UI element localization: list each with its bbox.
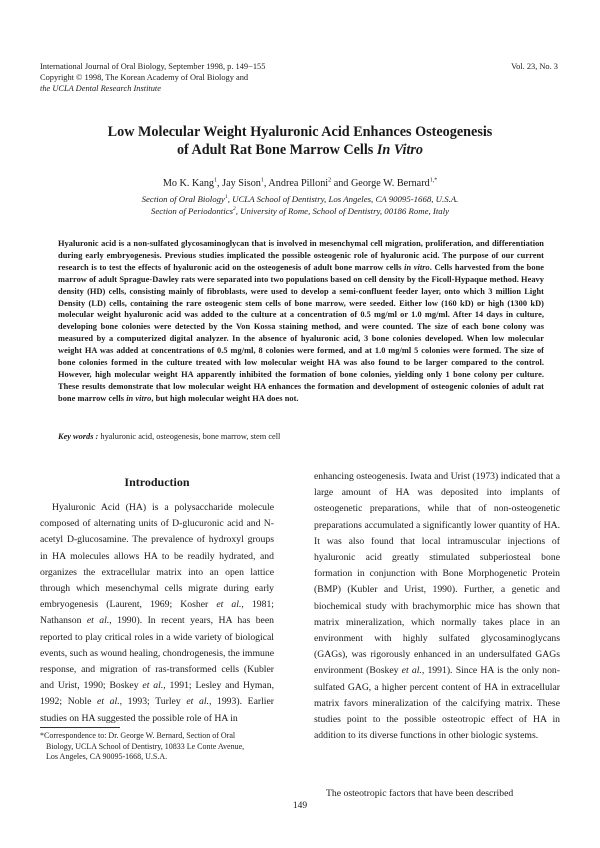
affiliation-1 bbox=[40, 194, 560, 205]
author-3: , Andrea Pilloni bbox=[263, 178, 329, 189]
affiliation-1-section: Section of Oral Biology bbox=[141, 194, 225, 204]
copyright-text: Copyright © 1998, The Korean Academy of Oral Biology and bbox=[40, 73, 249, 82]
abstract-text-1: Hyaluronic acid is a non-sulfated glycosaminoglycan that is involved in mesenchymal cell migration, proliferation, and differentiation during early embryogenesis. Previous studies implicated the possible osteogenic role of hyaluronic acid. The purpose of our current research is to test the effects of hyaluronic acid on the osteogenesis of adult bone marrow cells bbox=[58, 239, 544, 272]
footnote-line-1: *Correspondence to: Dr. George W. Bernard, Section of Oral bbox=[40, 731, 236, 740]
intro-left-etal-2: et al. bbox=[86, 615, 110, 627]
volume-issue: Vol. 23, No. 3 bbox=[511, 62, 558, 71]
affiliation-2-mark: 2 bbox=[233, 206, 236, 213]
author-4: and George W. Bernard bbox=[331, 178, 430, 189]
abstract-text-2: . Cells harvested from the bone marrow of adult Sprague-Dawley rats were separated into two populations based on cell density by the Ficoll-Hypaque method. Heavy density (HD) cells, consisting mainly of fibroblasts, were used to develop a semi-confluent feeder layer, onto which 3 million Light Density (LD) cells, containing the rare osteogenic stem cells of bone marrow, were seeded. Either low (160 kD) or high (1300 kD) molecular weight hyaluronic acid was added to the culture at a concentration of 0.5 mg/ml or 1.0 mg/ml. After 14 days in culture, developing bone colonies were detected by the Von Kossa staining method, and were counted. The size of each bone colony was measured by a computerized digital analyzer. In the absence of hyaluronic acid, 3 bone colonies developed. When low molecular weight HA was added at concentrations of 0.5 mg/ml, 8 colonies were formed, and at 1.0 mg/ml 5 colonies were formed. The size of bone colonies formed in the culture treated with low molecular weight HA was also found to be larger compared to the control. However, high molecular weight HA apparently inhibited the formation of bone colonies, yielding only 1 bone colony per culture. These results demonstrate that low molecular weight HA enhances the formation and development of osteogenic colonies of adult rat bone marrow cells bbox=[58, 262, 545, 403]
intro-left-etal-3: et al. bbox=[142, 680, 164, 692]
abstract-text-3: , but high molecular weight HA does not. bbox=[151, 393, 299, 403]
author-3-mark: 2 bbox=[328, 177, 332, 184]
intro-right-text-a: enhancing osteogenesis. Iwata and Urist (1973) indicated that a large amount of HA was deposited into implants of osteogenetic preparations, while that of non-osteogenetic preparations accumulated a significantly lower quantity of HA. It was also found that local intramuscular injections of hyaluronic acid greatly stimulated subperiosteal bone formation in conjunction with Bone Morphogenetic Protein (BMP) (Kubler and Urist, 1990). Further, a genetic and biochemical study with brachymorphic mice has shown that matrix mineralization, which normally takes place in an environment with highly sulfated glycosaminoglycans (GAGs), was rigorously enhanced in an undersulfated GAGs environment (Boskey bbox=[314, 471, 560, 677]
affiliation-2-section: Section of Periodontics bbox=[150, 206, 234, 216]
abstract-italic-2: in vitro bbox=[126, 393, 152, 403]
page-number: 149 bbox=[292, 801, 308, 811]
title-line-2-italic: In Vitro bbox=[376, 142, 424, 158]
author-2: , Jay Sison bbox=[217, 178, 261, 189]
title-line-2-main: of Adult Rat Bone Marrow Cells bbox=[176, 142, 377, 158]
section-heading-introduction: Introduction bbox=[124, 475, 190, 489]
footnote-line-3: Los Angeles, CA 90095-1668, U.S.A. bbox=[46, 752, 168, 762]
author-2-mark: 1 bbox=[260, 177, 264, 184]
author-4-mark: 1,* bbox=[429, 177, 438, 184]
title-line-1: Low Molecular Weight Hyaluronic Acid Enhances Osteogenesis bbox=[107, 124, 493, 140]
article-title bbox=[40, 123, 560, 159]
intro-left-text-d: , 1991; Lesley and Hyman, 1992; Noble bbox=[40, 680, 274, 708]
intro-left-etal-5: et al. bbox=[186, 696, 209, 708]
intro-paragraph-right-2: The osteotropic factors that have been described bbox=[326, 788, 514, 799]
affiliation-2 bbox=[40, 206, 560, 217]
intro-left-text-a: Hyaluronic Acid (HA) is a polysaccharide molecule composed of alternating units of D-glucuronic acid and N-acetyl D-glucosamine. The prevalence of hydroxyl groups in HA molecules allows HA to be readily hydrated, and organizes the extracellular matrix into an open lattice through which mesenchymal cells migrate during early embryogenesis (Laurent, 1969; Kosher bbox=[40, 502, 274, 611]
copyright-line-2: the UCLA Dental Research Institute bbox=[40, 84, 161, 93]
intro-left-text-f: , 1993). Earlier studies on HA suggested the possible role of HA in bbox=[40, 696, 275, 724]
intro-left-text-e: , 1993; Turley bbox=[119, 696, 187, 708]
intro-paragraph-left bbox=[40, 500, 274, 727]
abstract-italic-1: in vitro bbox=[404, 262, 430, 272]
author-1-mark: 1 bbox=[214, 177, 218, 184]
affiliation-1-mark: 1 bbox=[224, 194, 228, 201]
keywords-text: hyaluronic acid, osteogenesis, bone marrow, stem cell bbox=[100, 432, 281, 441]
intro-left-text-b: , 1981; Nathanson bbox=[40, 599, 274, 627]
keywords bbox=[58, 431, 544, 442]
intro-left-etal-1: et al. bbox=[216, 599, 242, 611]
journal-citation: International Journal of Oral Biology, September 1998, p. 149−155 bbox=[40, 62, 266, 71]
author-list bbox=[40, 177, 560, 190]
journal-header bbox=[40, 61, 380, 94]
intro-right-etal: et al. bbox=[401, 665, 422, 677]
intro-right-text-b: , 1991). Since HA is the only non-sulfated GAG, a higher percent content of HA in extracellular matrix favors mineralization of the calcifying matrix. These studies point to the possible osteotropic effect of HA in addition to its diverse functions in other biologic systems. bbox=[314, 665, 560, 742]
correspondence-footnote bbox=[40, 731, 274, 763]
intro-left-text-c: , 1990). In recent years, HA has been reported to play critical roles in a wide variety of biological events, such as wound healing, chondrogenesis, the immune response, and migration of ras-transformed cells (Kubler and Urist, 1990; Boskey bbox=[40, 615, 274, 692]
copyright-line bbox=[40, 72, 380, 83]
footnote-divider bbox=[40, 727, 120, 728]
title-line-2 bbox=[40, 141, 560, 159]
author-1: Mo K. Kang bbox=[162, 178, 215, 189]
affiliation-1-institution: , UCLA School of Dentistry, Los Angeles, CA 90095-1668, U.S.A. bbox=[227, 194, 459, 204]
footnote-line-2: Biology, UCLA School of Dentistry, 10833 Le Conte Avenue, bbox=[46, 741, 245, 751]
keywords-label: Key words : bbox=[58, 432, 101, 441]
affiliation-2-institution: , University of Rome, School of Dentistry, 00186 Rome, Italy bbox=[235, 206, 450, 216]
abstract bbox=[58, 238, 544, 405]
intro-paragraph-right bbox=[314, 469, 560, 744]
intro-left-etal-4: et al. bbox=[97, 696, 120, 708]
